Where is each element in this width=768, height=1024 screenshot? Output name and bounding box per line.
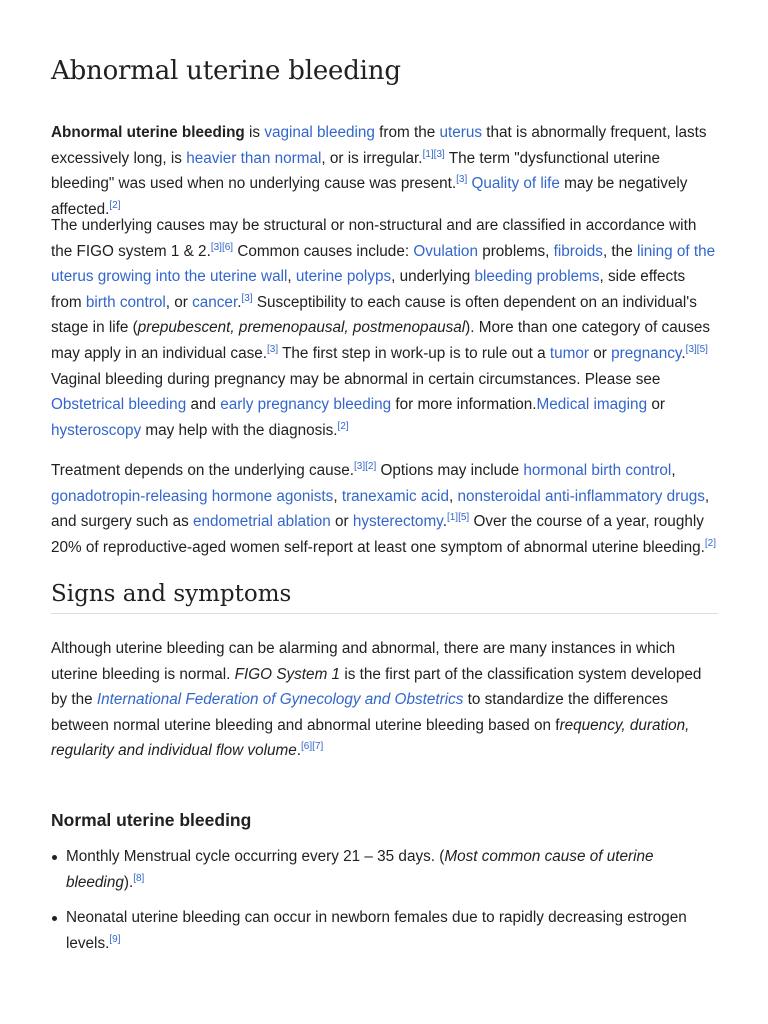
text: The first step in work-up is to rule out a	[278, 344, 550, 362]
text: Options may include	[376, 462, 524, 479]
link-uterine-polyps[interactable]: uterine polyps	[295, 268, 392, 286]
list-item	[51, 905, 718, 956]
text: or	[330, 513, 353, 531]
text: ,	[333, 487, 342, 505]
link-vaginal-bleeding[interactable]: vaginal bleeding	[264, 124, 375, 141]
citation[interactable]: [3][5]	[685, 343, 708, 355]
text: to standardize the differences between normal uterine bleeding and abnormal uterine bleeding based on f	[51, 691, 669, 734]
text: The term "dysfunctional uterine bleeding" was used when no underlying cause was present.	[51, 149, 660, 193]
text: .	[442, 513, 447, 531]
link-endometrial-ablation[interactable]: endometrial ablation	[193, 513, 331, 531]
text: ). More than one category of causes may apply in an individual case.	[51, 319, 711, 362]
text: .	[237, 293, 242, 311]
citation[interactable]: [3][6]	[210, 241, 234, 253]
text: Monthly Menstrual cycle occurring every 21 – 35 days. (	[66, 848, 445, 865]
text: , or	[165, 293, 193, 311]
citation[interactable]: [3]	[456, 174, 468, 186]
life-stages: prepubescent, premenopausal, postmenopausal	[137, 319, 466, 337]
text: Common causes include:	[233, 242, 414, 260]
intro-paragraph-2	[51, 213, 718, 443]
text: Treatment depends on the underlying cause.	[51, 462, 355, 479]
text: ,	[448, 487, 458, 505]
text: that is abnormally frequent, lasts excessively long, is	[51, 124, 707, 167]
link-uterus[interactable]: uterus	[439, 124, 483, 141]
text: .	[681, 344, 686, 362]
text: , underlying	[391, 268, 475, 286]
list-item	[51, 844, 718, 895]
link-cancer[interactable]: cancer	[192, 293, 238, 311]
text: Over the course of a year, roughly 20% of reproductive-aged women self-report at least one symptom of abnormal uterine bleeding.	[51, 513, 705, 556]
citation[interactable]: [3][2]	[354, 461, 377, 472]
text: for more information.	[391, 396, 537, 414]
citation[interactable]: [1][3]	[422, 148, 445, 160]
text: may be negatively affected.	[51, 175, 688, 218]
citation[interactable]: [2]	[704, 537, 716, 549]
text: ,	[287, 268, 296, 286]
link-quality-of-life[interactable]: Quality of life	[471, 175, 560, 193]
link-hysterectomy[interactable]: hysterectomy	[352, 513, 443, 531]
link-tumor[interactable]: tumor	[549, 344, 589, 362]
text: , or is irregular.	[321, 149, 423, 167]
text: .	[296, 742, 301, 760]
text: , side effects from	[51, 268, 686, 311]
text: The underlying causes may be structural or non-structural and are classified in accordance with the FIGO system 1 & 2.	[51, 217, 697, 260]
intro-paragraph-1	[51, 120, 718, 222]
citation[interactable]: [6][7]	[300, 741, 324, 753]
text: or	[647, 396, 665, 414]
link-hysteroscopy[interactable]: hysteroscopy	[51, 421, 142, 439]
text: Although uterine bleeding can be alarming and abnormal, there are many instances in which uterine bleeding is normal.	[51, 640, 676, 683]
link-fibroids[interactable]: fibroids	[553, 242, 603, 260]
citation[interactable]: [3]	[266, 343, 279, 355]
link-bleeding-problems[interactable]: bleeding problems	[474, 268, 600, 286]
text: is the first part of the classification system developed by the	[51, 665, 702, 709]
link-obstetrical-bleeding[interactable]: Obstetrical bleeding	[51, 396, 187, 414]
normal-bleeding-list	[51, 844, 718, 956]
link-pregnancy[interactable]: pregnancy	[611, 344, 682, 362]
bullet-icon	[52, 855, 57, 860]
citation[interactable]: [2]	[109, 199, 121, 211]
link-early-pregnancy-bleeding[interactable]: early pregnancy bleeding	[220, 396, 392, 414]
text: ,	[671, 462, 676, 479]
text: may help with the diagnosis.	[141, 421, 338, 439]
page-title: Abnormal uterine bleeding	[51, 56, 401, 86]
text: Vaginal bleeding during pregnancy may be abnormal in certain circumstances. Please see	[51, 370, 661, 388]
text: ).	[123, 873, 134, 891]
link-adenomyosis[interactable]: lining of the uterus growing into the uterine wall	[51, 242, 716, 286]
text: or	[589, 344, 612, 362]
text: from the	[374, 124, 440, 141]
note: Most common cause of uterine bleeding	[66, 848, 654, 891]
figo-system-term: FIGO System 1	[234, 665, 341, 683]
citation[interactable]: [9]	[109, 933, 121, 945]
link-heavier-than-normal[interactable]: heavier than normal	[186, 149, 322, 167]
signs-paragraph	[51, 636, 718, 764]
subheading-normal-bleeding: Normal uterine bleeding	[51, 810, 252, 830]
bleeding-parameters: requency, duration, regularity and individual flow volume	[51, 716, 690, 760]
text: Neonatal uterine bleeding can occur in newborn females due to rapidly decreasing estrogen levels.	[66, 909, 687, 952]
link-hormonal-birth-control[interactable]: hormonal birth control	[523, 462, 672, 479]
text: , the	[602, 242, 637, 260]
link-medical-imaging[interactable]: Medical imaging	[536, 396, 648, 414]
text: Susceptibility to each cause is often dependent on an individual's stage in life (	[51, 293, 697, 337]
citation[interactable]: [2]	[337, 420, 349, 432]
text: problems,	[477, 242, 554, 260]
text: and	[186, 396, 221, 414]
citation[interactable]: [3]	[241, 292, 253, 304]
bullet-icon	[52, 916, 57, 921]
link-ovulation[interactable]: Ovulation	[413, 242, 478, 260]
link-birth-control[interactable]: birth control	[85, 293, 166, 311]
link-nsaids[interactable]: nonsteroidal anti-inflammatory drugs	[457, 487, 705, 505]
text: is	[244, 124, 265, 141]
link-gnrh-agonists[interactable]: gonadotropin-releasing hormone agonists	[51, 487, 334, 505]
link-figo[interactable]: International Federation of Gynecology and Obstetrics	[96, 691, 464, 709]
lead-term: Abnormal uterine bleeding	[51, 124, 245, 141]
citation[interactable]: [1][5]	[446, 512, 470, 524]
citation[interactable]: [8]	[133, 872, 145, 884]
section-heading-signs: Signs and symptoms	[51, 581, 718, 614]
link-tranexamic-acid[interactable]: tranexamic acid	[341, 487, 449, 505]
text: , and surgery such as	[51, 487, 710, 531]
intro-paragraph-3	[51, 458, 718, 560]
